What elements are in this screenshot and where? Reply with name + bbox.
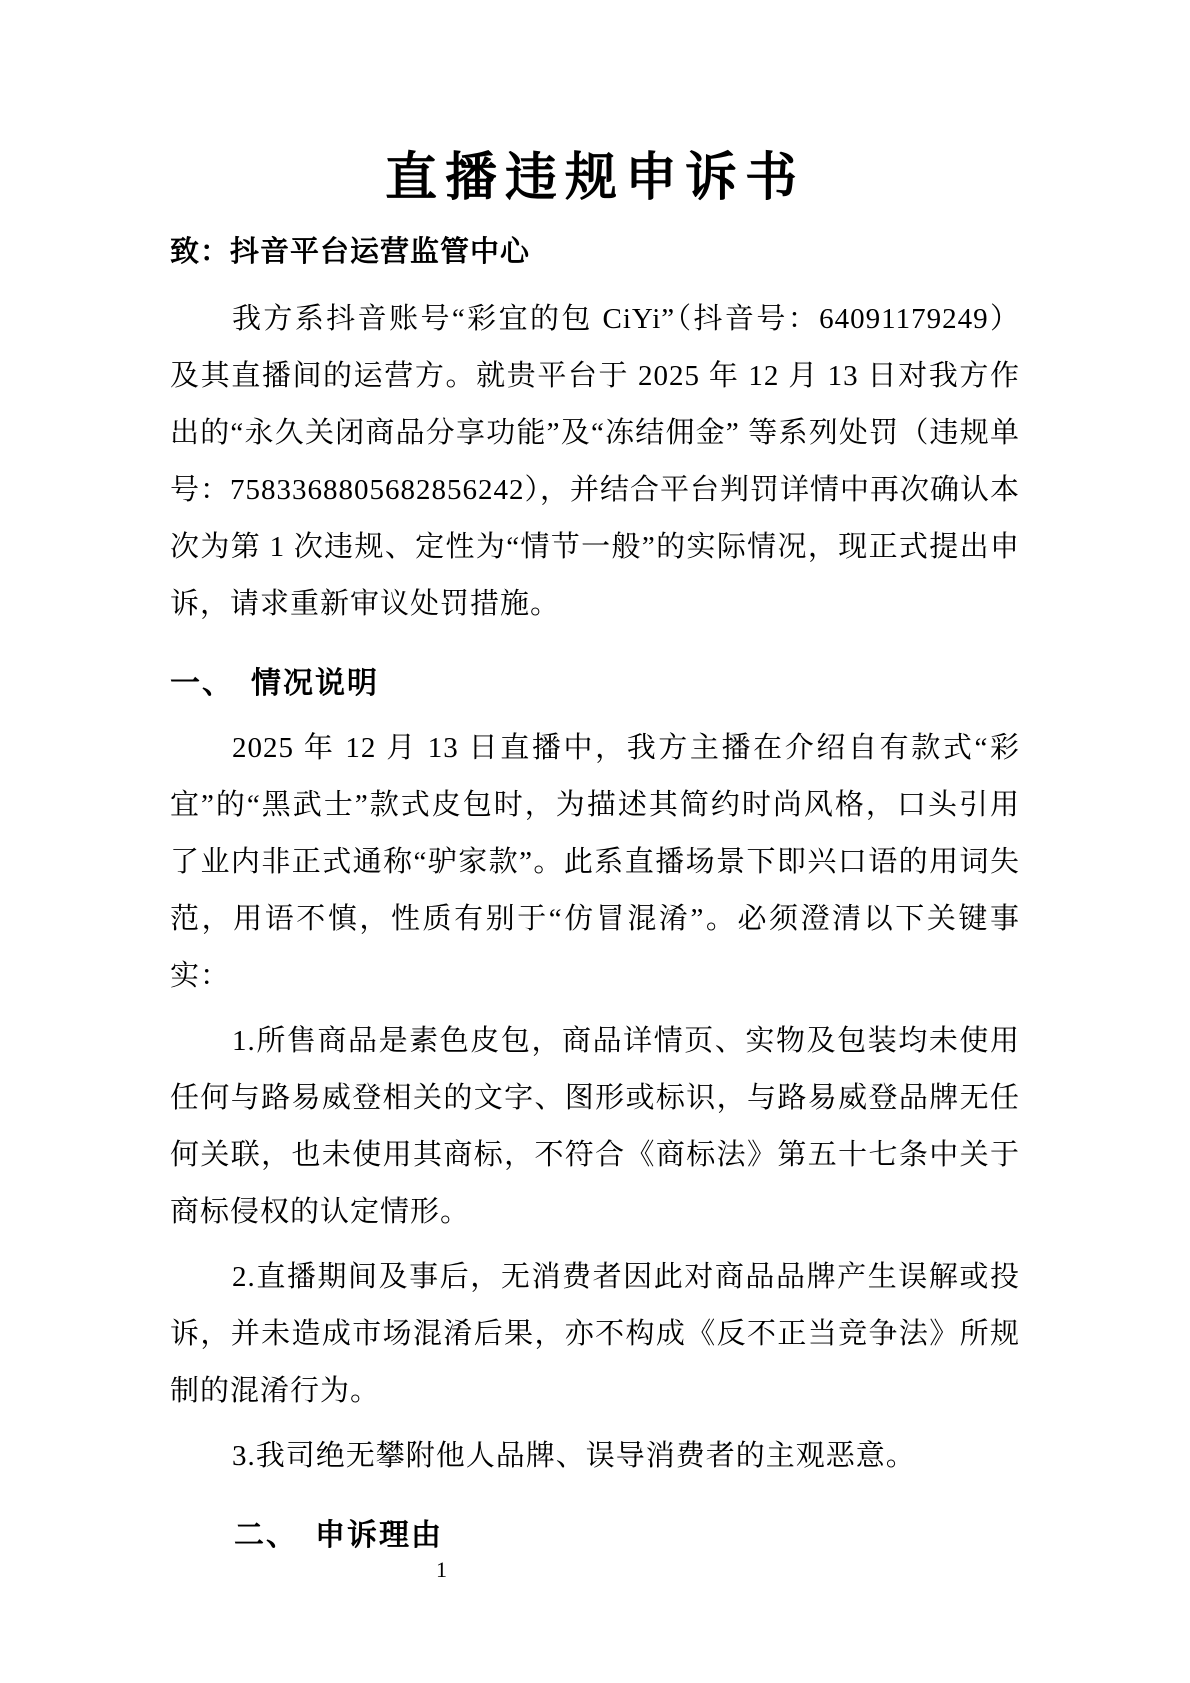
document-title: 直播违规申诉书 bbox=[384, 150, 805, 207]
section1-item-2: 2.直播期间及事后，无消费者因此对商品品牌产生误解或投诉，并未造成市场混淆后果，亦不构成《反不正当竞争法》所规制的混淆行为。 bbox=[170, 1261, 1020, 1407]
section1-heading: 一、 情况说明 bbox=[170, 667, 379, 700]
section1-paragraph: 2025 年 12 月 13 日直播中，我方主播在介绍自有款式“彩宜”的“黑武士”款式皮包时，为描述其简约时尚风格，口头引用了业内非正式通称“驴家款”。此系直播场景下即兴口语的用词失范，用语不慎，性质有别于“仿冒混淆”。必须澄清以下关键事实： bbox=[170, 732, 1020, 992]
intro-paragraph: 我方系抖音账号“彩宜的包 CiYi”（抖音号：64091179249）及其直播间的运营方。就贵平台于 2025 年 12 月 13 日对我方作出的“永久关闭商品分享功能”及“冻结佣金” 等系列处罚（违规单号：7583368805682856242），并结合平台判罚详情中再次确认本次为第 1 次违规、定性为“情节一般”的实际情况，现正式提出申诉，请求重新审议处罚措施。 bbox=[170, 303, 1021, 620]
recipient-line: 致：抖音平台运营监管中心 bbox=[170, 236, 531, 268]
section1-item-1: 1.所售商品是素色皮包，商品详情页、实物及包装均未使用任何与路易威登相关的文字、图形或标识，与路易威登品牌无任何关联，也未使用其商标，不符合《商标法》第五十七条中关于商标侵权的认定情形。 bbox=[170, 1025, 1020, 1228]
page-number: 1 bbox=[436, 1557, 447, 1582]
section1-item-3: 3.我司绝无攀附他人品牌、误导消费者的主观恶意。 bbox=[232, 1440, 916, 1472]
section2-heading: 二、 申诉理由 bbox=[234, 1519, 443, 1552]
